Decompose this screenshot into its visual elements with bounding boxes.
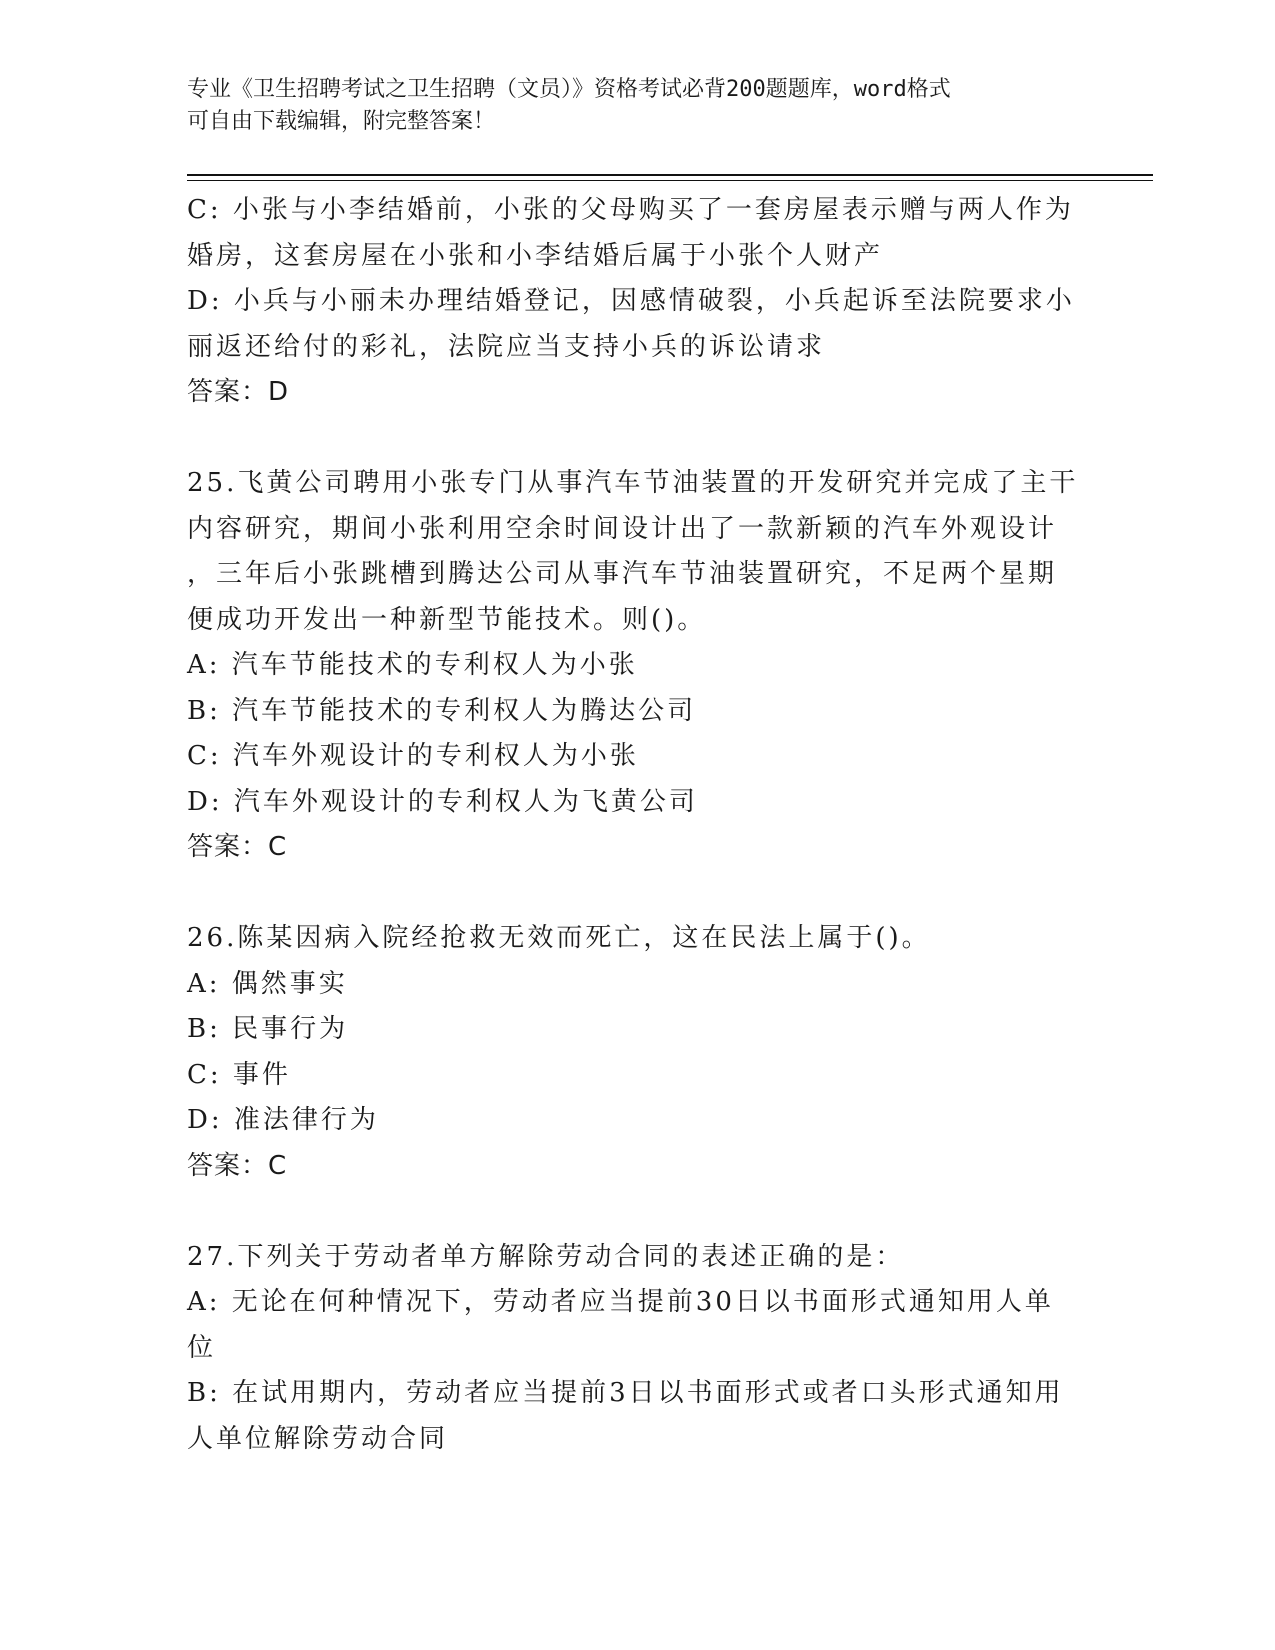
answer-line: 答案：C bbox=[187, 832, 288, 862]
option-c: C: 事件 bbox=[187, 1059, 291, 1090]
question-stem-line: 26.陈某因病入院经抢救无效而死亡，这在民法上属于()。 bbox=[187, 923, 931, 953]
spacer bbox=[187, 871, 1067, 917]
answer-line: 答案：D bbox=[187, 377, 290, 407]
question-stem-line: 便成功开发出一种新型节能技术。则()。 bbox=[187, 604, 707, 635]
option-b-line: 人单位解除劳动合同 bbox=[187, 1423, 449, 1454]
spacer bbox=[187, 1189, 1067, 1235]
option-a: A: 汽车节能技术的专利权人为小张 bbox=[187, 650, 638, 680]
option-c-line: C: 小张与小李结婚前，小张的父母购买了一套房屋表示赠与两人作为 bbox=[187, 195, 1074, 225]
option-c: C: 汽车外观设计的专利权人为小张 bbox=[187, 741, 639, 771]
option-b: B: 汽车节能技术的专利权人为腾达公司 bbox=[187, 695, 697, 726]
question-25 bbox=[187, 461, 1079, 871]
header-title-line-1: 专业《卫生招聘考试之卫生招聘（文员）》资格考试必背200题题库，word格式 bbox=[187, 77, 951, 102]
option-d-line: 丽返还给付的彩礼，法院应当支持小兵的诉讼请求 bbox=[187, 331, 826, 362]
question-24-continued bbox=[187, 188, 1075, 416]
header-divider-thin bbox=[187, 180, 1153, 181]
option-d: D: 汽车外观设计的专利权人为飞黄公司 bbox=[187, 786, 698, 817]
document-header bbox=[187, 74, 1087, 138]
question-stem-line: 25.飞黄公司聘用小张专门从事汽车节油装置的开发研究并完成了主干 bbox=[187, 468, 1079, 498]
option-c-line: 婚房，这套房屋在小张和小李结婚后属于小张个人财产 bbox=[187, 240, 884, 271]
answer-line: 答案：C bbox=[187, 1150, 288, 1181]
question-26 bbox=[187, 916, 1067, 1189]
option-d-line: D: 小兵与小丽未办理结婚登记，因感情破裂，小兵起诉至法院要求小 bbox=[187, 286, 1075, 316]
option-a: A: 偶然事实 bbox=[187, 968, 348, 999]
question-stem-line: 内容研究，期间小张利用空余时间设计出了一款新颖的汽车外观设计 bbox=[187, 513, 1058, 544]
option-a-line: A: 无论在何种情况下，劳动者应当提前30日以书面形式通知用人单 bbox=[187, 1287, 1054, 1317]
question-stem-line: 27.下列关于劳动者单方解除劳动合同的表述正确的是： bbox=[187, 1241, 905, 1272]
option-a-line: 位 bbox=[187, 1332, 217, 1363]
option-d: D: 准法律行为 bbox=[187, 1105, 379, 1135]
question-27 bbox=[187, 1235, 1067, 1463]
option-b: B: 民事行为 bbox=[187, 1014, 349, 1044]
header-divider-thick bbox=[187, 174, 1153, 176]
document-body bbox=[187, 188, 1079, 1462]
question-stem-line: ，三年后小张跳槽到腾达公司从事汽车节油装置研究，不足两个星期 bbox=[187, 559, 1058, 589]
spacer bbox=[187, 416, 1067, 462]
option-b-line: B: 在试用期内，劳动者应当提前3日以书面形式或者口头形式通知用 bbox=[187, 1378, 1064, 1408]
header-title-line-2: 可自由下载编辑，附完整答案！ bbox=[187, 109, 496, 134]
